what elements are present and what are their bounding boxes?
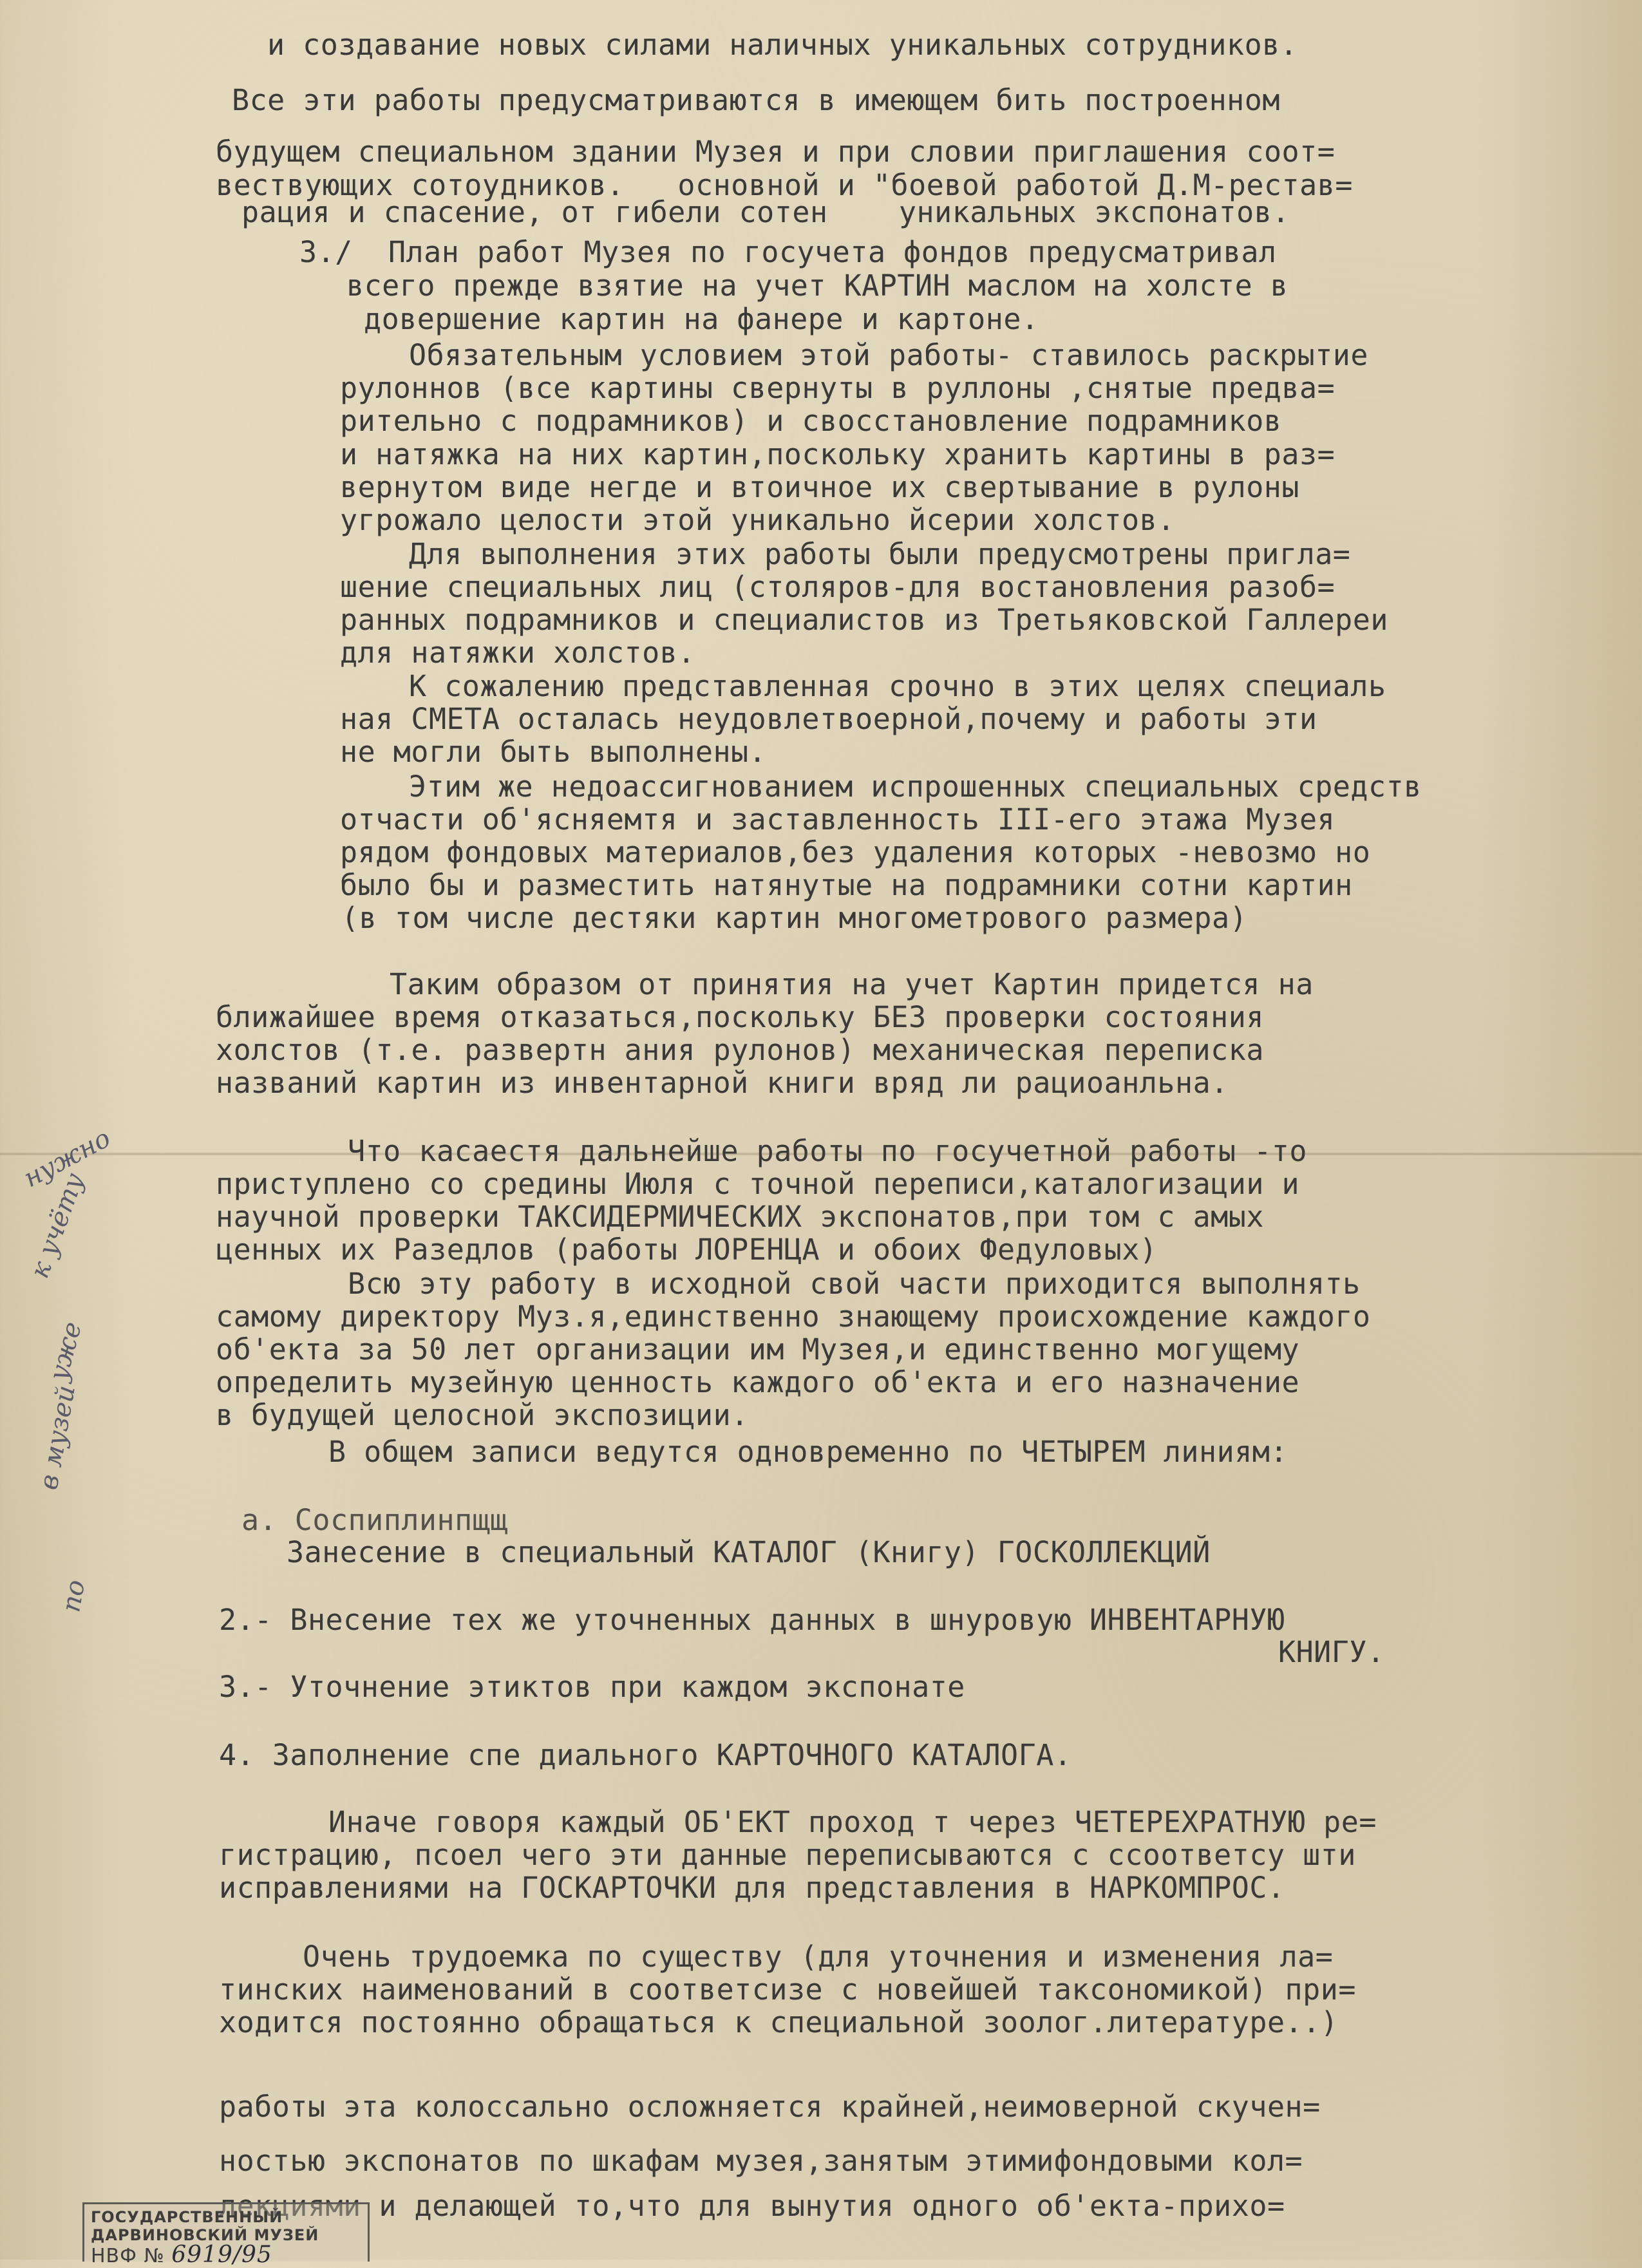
text-line: тинских наименований в соответсизе с новейшей таксономикой) при= — [219, 1972, 1356, 2007]
text-line: в будущей целосной экспозиции. — [216, 1398, 749, 1432]
stamp-line-2: ДАРВИНОВСКИЙ МУЗЕЙ — [91, 2226, 319, 2244]
handwritten-note: уже — [43, 1318, 88, 1384]
stamp-line-1: ГОСУДАРСТВЕННЫЙ — [91, 2208, 283, 2226]
stamp-inventory-number: 6919/95 — [171, 2242, 272, 2268]
text-line: Этим же недоассигнованием испрошенных специальных средств — [409, 770, 1422, 804]
text-line: и натяжка на них картин,поскольку хранить картины в раз= — [340, 437, 1335, 471]
text-line: вернутом виде негде и втоичное их свертывание в рулоны — [340, 470, 1299, 504]
text-line: определить музейную ценность каждого об'екта и его назначение — [216, 1365, 1300, 1399]
text-line: ранных подрамников и специалистов из Третьяковской Галлереи — [340, 603, 1388, 637]
text-line: Для выполнения этих работы были предусмотрены пригла= — [409, 537, 1351, 571]
text-line: для натяжки холстов. — [340, 636, 695, 670]
text-line: шение специальных лиц (столяров-для востановления разоб= — [340, 570, 1335, 604]
text-line: ценных их Разедлов (работы ЛОРЕНЦА и обоих Федуловых) — [216, 1233, 1158, 1267]
text-line: угрожало целости этой уникально йсерии холстов. — [340, 503, 1175, 537]
stamp-inventory-prefix: НВФ № — [91, 2245, 165, 2267]
text-line: ближайшее время отказаться,поскольку БЕЗ проверки состояния — [216, 1000, 1264, 1034]
stamp-inventory — [91, 2242, 272, 2268]
text-line: Очень трудоемка по существу (для уточнения и изменения ла= — [303, 1940, 1334, 1974]
text-line: научной проверки ТАКСИДЕРМИЧЕСКИХ экспонатов,при том с амых — [216, 1200, 1264, 1234]
text-line: гистрацию, псоел чего эти данные переписываются с ссоответсу шти — [219, 1838, 1356, 1872]
text-line: (в том числе дестяки картин многометрового размера) — [341, 901, 1248, 935]
text-line: Обязательным условием этой работы- ставилось раскрытие — [409, 338, 1368, 372]
text-line: 3./ План работ Музея по госучета фондов предусматривал — [299, 235, 1277, 269]
text-line: не могли быть выполнены. — [340, 735, 767, 769]
text-line: об'екта за 50 лет организации им Музея,и единственно могущему — [216, 1332, 1300, 1366]
text-line: приступлено со средины Июля с точной переписи,каталогизации и — [216, 1167, 1300, 1201]
text-line: Все эти работы предусматриваются в имеющем бить построенном — [232, 83, 1280, 117]
text-line: 2.- Внесение тех же уточненных данных в шнуровую ИНВЕНТАРНУЮ — [219, 1603, 1285, 1637]
text-line: всего прежде взятие на учет КАРТИН маслом на холсте в — [346, 269, 1288, 303]
handwritten-note: нужно — [19, 1123, 116, 1194]
text-line: К сожалению представленная срочно в этих целях специаль — [409, 669, 1386, 703]
handwritten-note: по — [56, 1577, 91, 1614]
text-line: рация и спасение, от гибели сотен уникальных экспонатов. — [241, 195, 1290, 229]
text-line: ходится постоянно обращаться к специальной зоолог.литературе..) — [219, 2005, 1339, 2039]
text-line: названий картин из инвентарной книги вряд ли рациоанльна. — [216, 1066, 1229, 1100]
text-line: 3.- Уточнение этиктов при каждом экспонате — [219, 1670, 965, 1704]
text-line: и создавание новых силами наличных уникальных сотрудников. — [267, 28, 1298, 62]
text-line: работы эта колоссально осложняется крайней,неимоверной скучен= — [219, 2090, 1321, 2124]
text-line: ная СМЕТА осталась неудовлетвоерной,почему и работы эти — [340, 702, 1317, 736]
text-line: самому директору Муз.я,единственно знающему происхождение каждого — [216, 1299, 1371, 1334]
text-line: вествующих сотоудников. основной и "боевой работой Д.М-рестав= — [216, 168, 1353, 202]
text-line: рулоннов (все картины свернуты в руллоны ,снятые предва= — [340, 371, 1335, 405]
archive-stamp — [82, 2202, 370, 2268]
text-line: было бы и разместить натянутые на подрамники сотни картин — [340, 868, 1353, 902]
text-line: рядом фондовых материалов,без удаления которых -невозмо но — [340, 835, 1371, 869]
text-line: Что касаестя дальнейше работы по госучетной работы -то — [348, 1134, 1307, 1168]
text-line: Таким образом от принятия на учет Картин придется на — [390, 967, 1314, 1001]
text-line: КНИГУ. — [1278, 1635, 1385, 1669]
text-line: 4. Заполнение спе диального КАРТОЧНОГО КАТАЛОГА. — [219, 1738, 1072, 1772]
text-line: Всю эту работу в исходной свой части приходится выполнять — [348, 1267, 1361, 1301]
text-line: В общем записи ведутся одновременно по ЧЕТЫРЕМ линиям: — [328, 1435, 1288, 1469]
text-line: холстов (т.е. развертн ания рулонов) механическая переписка — [216, 1033, 1264, 1067]
text-line: Иначе говоря каждый ОБ'ЕКТ проход т через ЧЕТЕРЕХРАТНУЮ ре= — [328, 1805, 1377, 1839]
text-line: ностью экспонатов по шкафам музея,занятым этимифондовыми кол= — [219, 2144, 1303, 2178]
text-line: довершение картин на фанере и картоне. — [364, 302, 1039, 336]
handwritten-note: в музей — [33, 1383, 82, 1492]
text-line: Занесение в специальный КАТАЛОГ (Книгу) ГОСКОЛЛЕКЦИЙ — [287, 1535, 1211, 1569]
text-line: а. Соспиплинпщщ — [241, 1503, 508, 1537]
text-line: будущем специальном здании Музея и при словии приглашения соот= — [216, 135, 1335, 169]
text-line: лекциями и делающей то,что для вынутия одного об'екта-прихо= — [219, 2189, 1285, 2223]
text-line: рительно с подрамников) и свосстановление подрамников — [340, 404, 1282, 438]
text-line: исправлениями на ГОСКАРТОЧКИ для представления в НАРКОМПРОС. — [219, 1871, 1285, 1905]
text-line: отчасти об'ясняемтя и заставленность III-его этажа Музея — [340, 802, 1335, 836]
handwritten-note: к учёту — [24, 1169, 90, 1282]
